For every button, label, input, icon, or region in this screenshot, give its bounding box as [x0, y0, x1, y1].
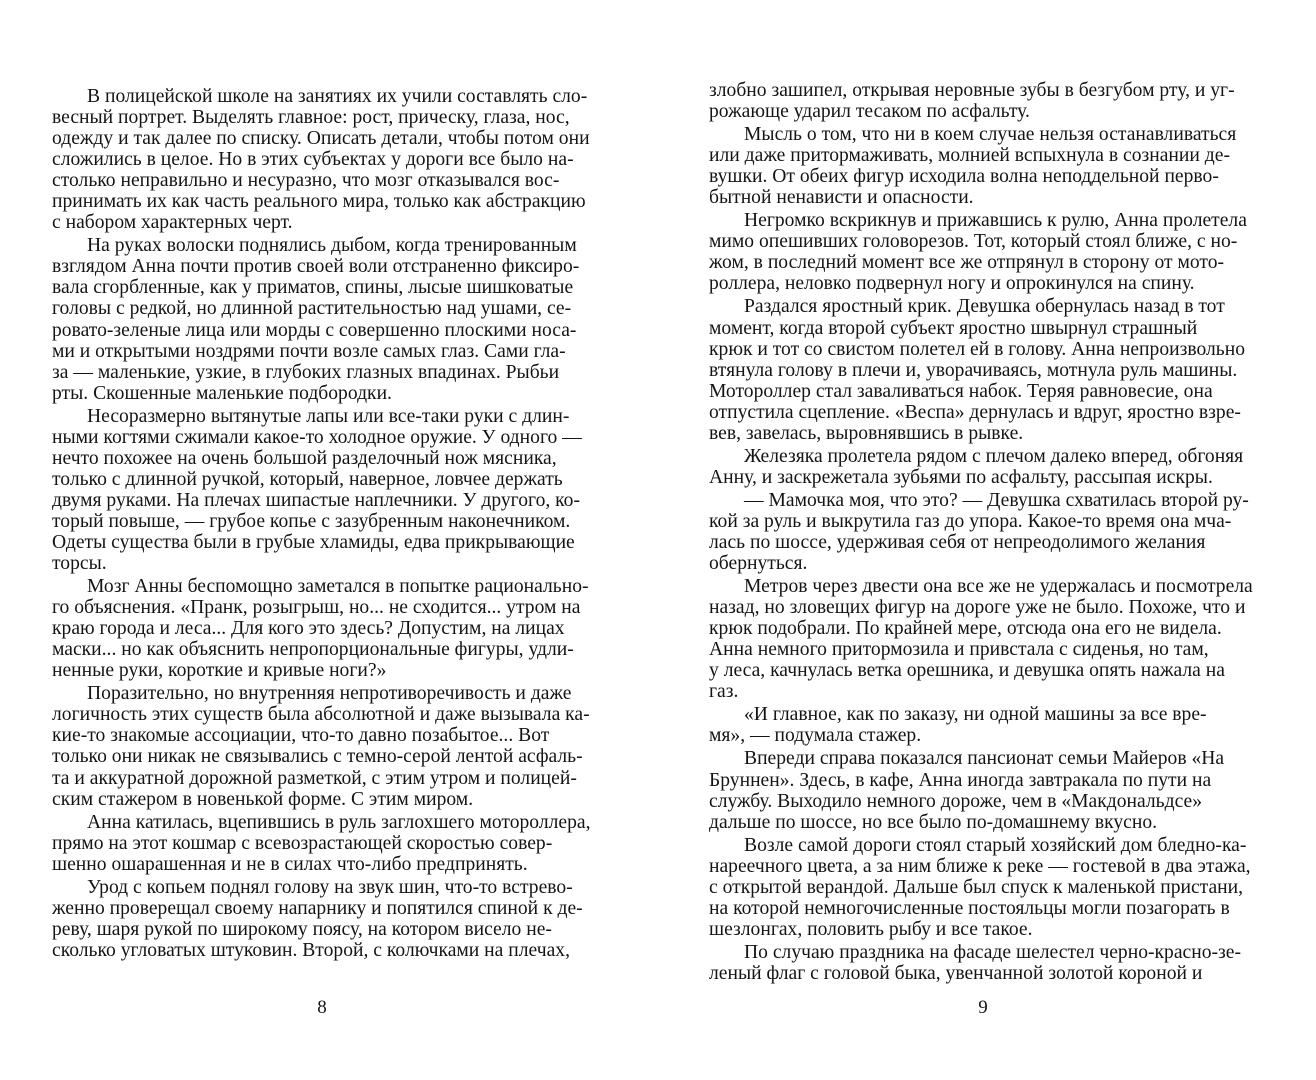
- paragraph: Несоразмерно вытянутые лапы или все-таки руки с длин- ными когтями сжимали какое-то холодное оружие. У одного — нечто похожее на очень большой разделочный нож мясника, только с длинной ручкой, который, наверное, ловчее держать двумя руками. На плечах шипастые наплечники. У другого, ко- торый повыше, — грубое копье с зазубренным наконечником. Одеты существа были в грубые хламиды, едва прикрывающие торсы.: [52, 405, 582, 575]
- paragraph: Впереди справа показался пансионат семьи Майеров «На Бруннен». Здесь, в кафе, Анна иногда завтракала по пути на службу. Выходило немного дороже, чем в «Макдональдсе» дальше по шоссе, но все было по-домашнему вкусно.: [709, 748, 1225, 833]
- paragraph: Мозг Анны беспомощно заметался в попытке рационально- го объяснения. «Пранк, розыгрыш, но... не сходится... утром на краю города и леса... Для кого это здесь? Допустим, на лицах маски... но как объяснить непропорциональные фигуры, удли- ненные руки, короткие и кривые ноги?»: [52, 576, 589, 682]
- paragraph: «И главное, как по заказу, ни одной машины за все вре- мя», — подумала стажер.: [709, 704, 1207, 747]
- right-page-number: 9: [978, 997, 988, 1018]
- paragraph: Мысль о том, что ни в коем случае нельзя останавливаться или даже притормаживать, молнией вспыхнула в сознании де- вушки. От обеих фигур исходила волна неподдельной перво- бытной ненависти и опасности.: [709, 124, 1237, 209]
- paragraph: — Мамочка моя, что это? — Девушка схватилась второй ру- кой за руль и выкрутила газ до упора. Какое-то время она мча- лась по шоссе, удерживая себя от непреодолимого желания обернуться.: [709, 489, 1249, 575]
- paragraph: Метров через двести она все же не удержалась и посмотрела назад, но зловещих фигур на дороге уже не было. Похоже, что и крюк подобрали. По крайней мере, отсюда она его не видела. Анна немного притормозила и привстала с сиденья, но там, у леса, качнулась ветка орешника, и девушка опять нажала на газ.: [709, 576, 1253, 703]
- paragraph: Возле самой дороги стоял старый хозяйский дом бледно-ка- нареечного цвета, а за ним ближе к реке — гостевой в два этажа, с открытой верандой. Дальше был спуск к маленькой пристани, на которой немногочисленные постояльцы могли позагорать в шезлонгах, половить рыбу и все такое.: [709, 834, 1251, 940]
- paragraph: Раздался яростный крик. Девушка обернулась назад в тот момент, когда второй субъект яростно швырнул страшный крюк и тот со свистом полетел ей в голову. Анна непроизвольно втянула голову в плечи и, уворачиваясь, мотнула руль машины. Мотороллер стал заваливаться набок. Теряя равновесие, она отпустила сцепление. «Веспа» дернулась и вдруг, яростно взре- вев, завелась, выровнявшись в рывке.: [709, 296, 1246, 444]
- left-page-number: 8: [317, 997, 327, 1018]
- right-page-text: [709, 80, 1254, 984]
- paragraph: На руках волоски поднялись дыбом, когда тренированным взглядом Анна почти против своей воли отстраненно фиксиро- вала сгорбленные, как у приматов, спины, лысые шишковатые головы с редкой, но длинной растительностью над ушами, се- ровато-зеленые лица или морды с совершенно плоскими носа- ми и открытыми ноздрями почти возле самых глаз. Сами гла- за — маленькие, узкие, в глубоких глазных впадинах. Рыбьи рты. Скошенные маленькие подбородки.: [52, 235, 580, 404]
- left-page: [52, 86, 595, 963]
- left-page-text: [52, 86, 595, 961]
- paragraph: Анна катилась, вцепившись в руль заглохшего мотороллера, прямо на этот кошмар с всевозрастающей скоростью совер- шенно ошарашенная и не в силах что-либо предпринять.: [52, 811, 591, 875]
- paragraph: Железяка пролетела рядом с плечом далеко вперед, обгоняя Анну, и заскрежетала зубьями по асфальту, рассыпая искры.: [709, 445, 1244, 488]
- paragraph: Поразительно, но внутренняя непротиворечивость и даже логичность этих существ была абсолютной и даже вызывала ка- кие-то знакомые ассоциации, что-то давно позабытое... Вот только они никак не связывались с темно-серой лентой асфаль- та и аккуратной дорожной разметкой, с этим утром и полицей- ским стажером в новенькой форме. С этим миром.: [52, 683, 590, 810]
- right-page: [709, 80, 1254, 986]
- paragraph: По случаю праздника на фасаде шелестел черно-красно-зе- леный флаг с головой быка, увенчанной золотой короной и: [709, 941, 1242, 984]
- paragraph: В полицейской школе на занятиях их учили составлять сло- весный портрет. Выделять главное: рост, прическу, глаза, нос, одежду и так далее по списку. Описать детали, чтобы потом они сложились в целое. Но в этих субъектах у дороги все было на- столько неправильно и несуразно, что мозг отказывался вос- принимать их как часть реального мира, только как абстракцию с набором характерных черт.: [52, 86, 590, 234]
- paragraph-continued: злобно зашипел, открывая неровные зубы в безгубом рту, и уг- рожающе ударил тесаком по асфальту.: [709, 80, 1235, 123]
- paragraph: Негромко вскрикнув и прижавшись к рулю, Анна пролетела мимо опешивших головорезов. Тот, который стоял ближе, с но- жом, в последний момент все же отпрянул в сторону от мото- роллера, неловко подвернул ногу и опрокинулся на спину.: [709, 210, 1247, 295]
- paragraph: Урод с копьем поднял голову на звук шин, что-то встрево- женно проверещал своему напарнику и попятился спиной к де- реву, шаря рукой по широкому поясу, на котором висело не- сколько угловатых штуковин. Второй, с колючками на плечах,: [52, 876, 583, 961]
